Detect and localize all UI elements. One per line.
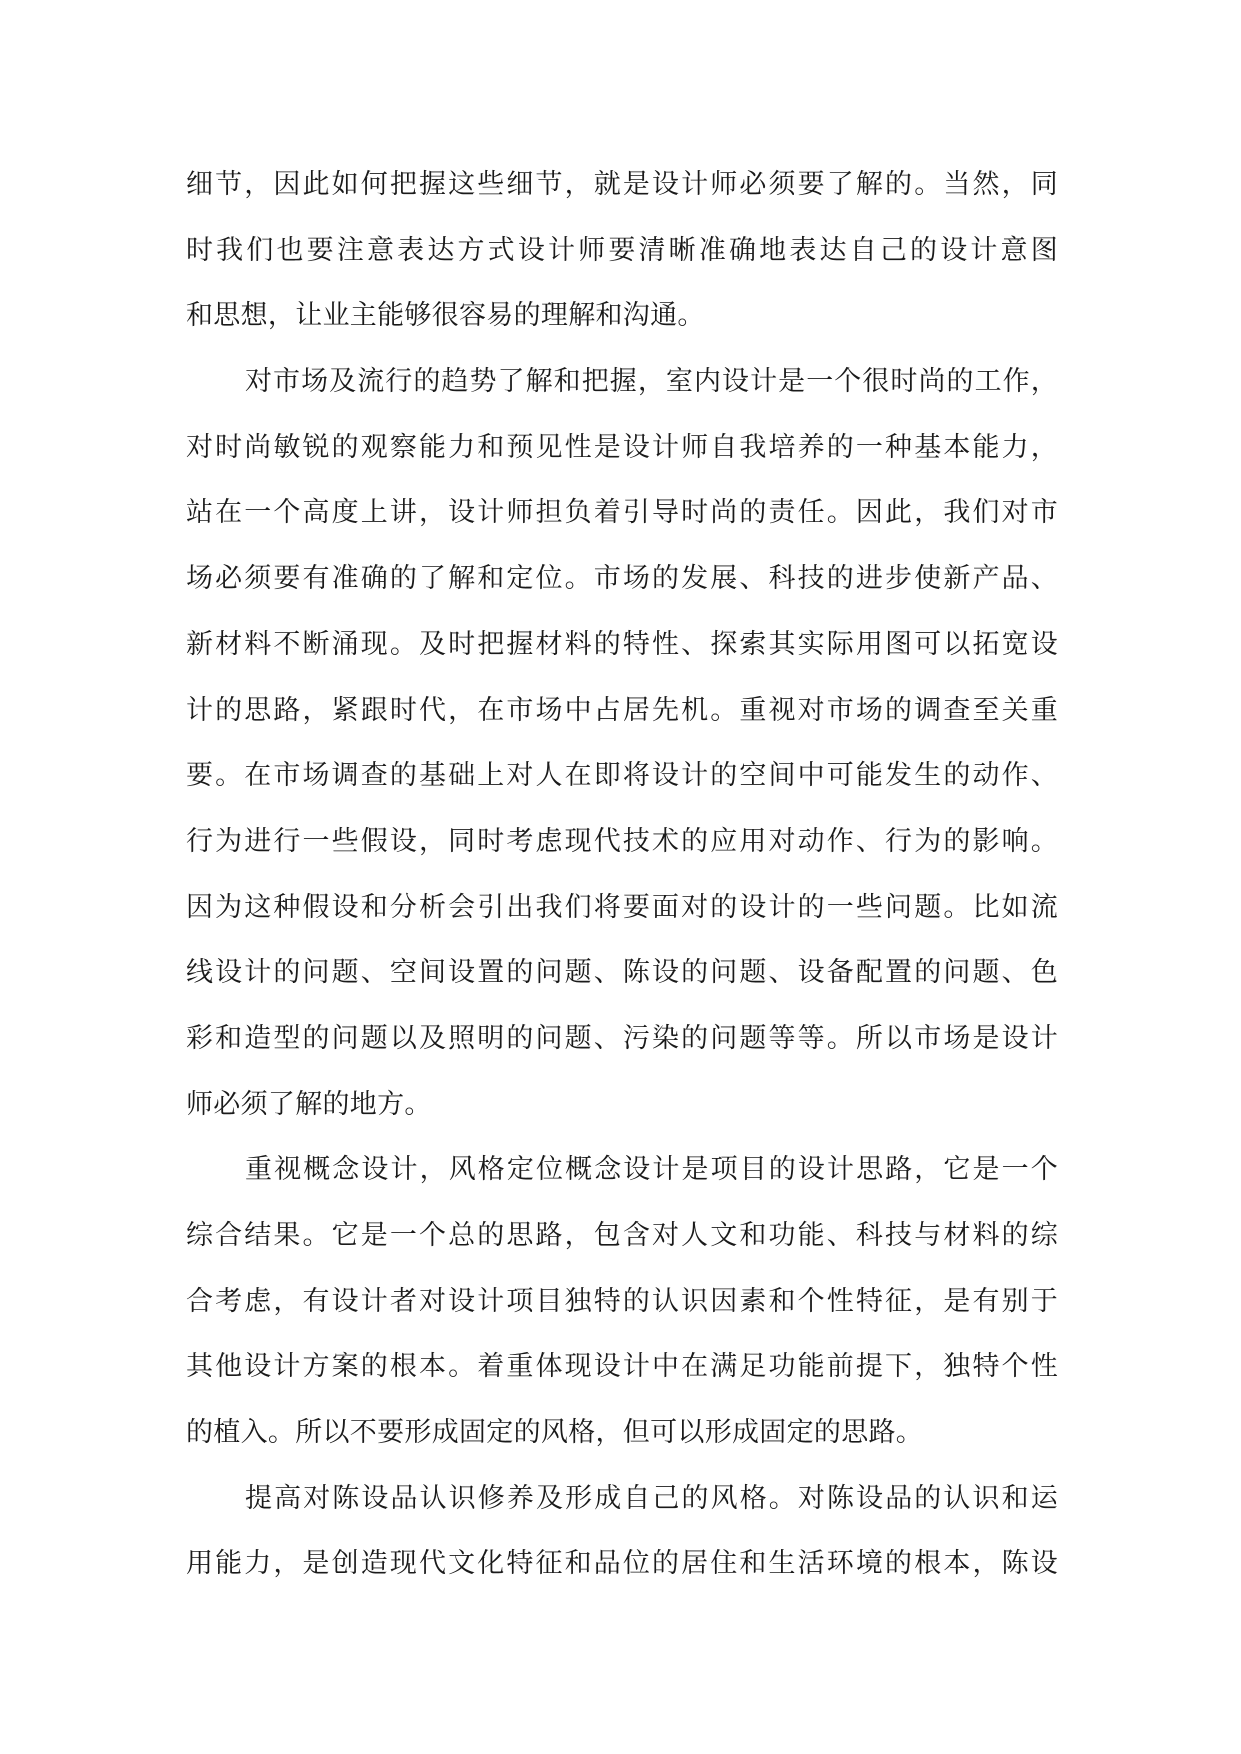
text-line: 对市场及流行的趋势了解和把握，室内设计是一个很时尚的工作， bbox=[245, 366, 1058, 398]
text-line: 重视概念设计，风格定位概念设计是项目的设计思路，它是一个 bbox=[245, 1154, 1058, 1186]
text-line: 和思想，让业主能够很容易的理解和沟通。 bbox=[186, 300, 705, 332]
text-line: 合考虑，有设计者对设计项目独特的认识因素和个性特征，是有别于 bbox=[186, 1285, 1058, 1317]
text-line: 时我们也要注意表达方式设计师要清晰准确地表达自己的设计意图 bbox=[186, 234, 1058, 266]
text-line: 彩和造型的问题以及照明的问题、污染的问题等等。所以市场是设计 bbox=[186, 1022, 1058, 1054]
text-line: 的植入。所以不要形成固定的风格，但可以形成固定的思路。 bbox=[186, 1417, 924, 1449]
text-line: 用能力，是创造现代文化特征和品位的居住和生活环境的根本，陈设 bbox=[186, 1548, 1058, 1580]
text-line: 对时尚敏锐的观察能力和预见性是设计师自我培养的一种基本能力， bbox=[186, 431, 1058, 463]
text-line: 行为进行一些假设，同时考虑现代技术的应用对动作、行为的影响。 bbox=[186, 825, 1058, 857]
text-line: 师必须了解的地方。 bbox=[186, 1088, 432, 1120]
body-text bbox=[186, 152, 1058, 1597]
text-line: 提高对陈设品认识修养及形成自己的风格。对陈设品的认识和运 bbox=[245, 1482, 1058, 1514]
text-line: 综合结果。它是一个总的思路，包含对人文和功能、科技与材料的综 bbox=[186, 1220, 1058, 1251]
text-line: 站在一个高度上讲，设计师担负着引导时尚的责任。因此，我们对市 bbox=[186, 497, 1058, 529]
text-line: 线设计的问题、空间设置的问题、陈设的问题、设备配置的问题、色 bbox=[186, 957, 1058, 989]
text-line: 计的思路，紧跟时代，在市场中占居先机。重视对市场的调查至关重 bbox=[186, 694, 1058, 726]
text-line: 因为这种假设和分析会引出我们将要面对的设计的一些问题。比如流 bbox=[186, 891, 1058, 923]
text-line: 其他设计方案的根本。着重体现设计中在满足功能前提下，独特个性 bbox=[186, 1351, 1058, 1383]
text-line: 新材料不断涌现。及时把握材料的特性、探索其实际用图可以拓宽设 bbox=[186, 628, 1058, 660]
text-line: 细节，因此如何把握这些细节，就是设计师必须要了解的。当然，同 bbox=[186, 169, 1058, 200]
text-line: 场必须要有准确的了解和定位。市场的发展、科技的进步使新产品、 bbox=[186, 563, 1058, 595]
text-line: 要。在市场调查的基础上对人在即将设计的空间中可能发生的动作、 bbox=[186, 760, 1058, 792]
